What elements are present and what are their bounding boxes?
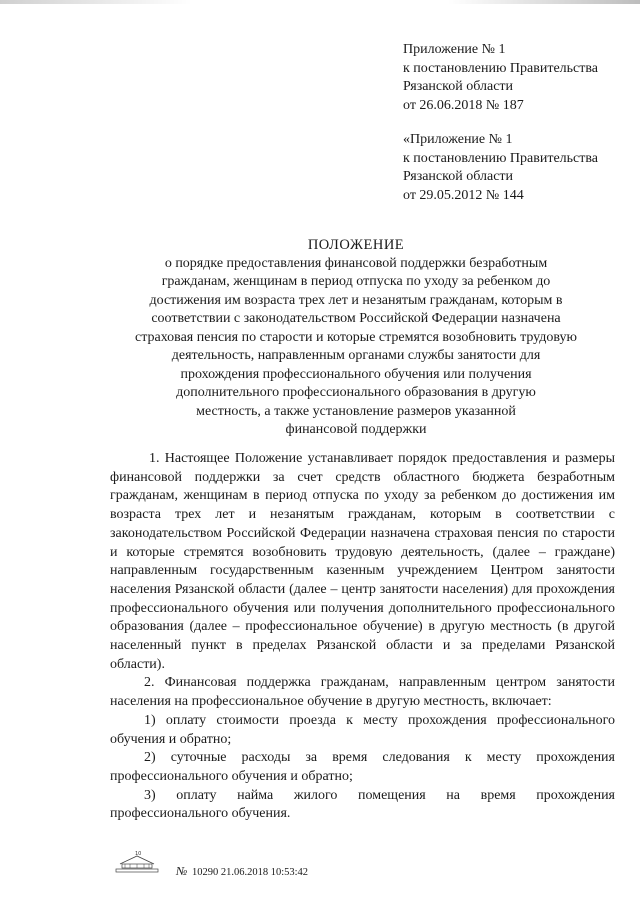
document-title bbox=[100, 236, 612, 440]
seal-number: 10 bbox=[135, 851, 142, 857]
appendix-line: Приложение № 1 bbox=[403, 42, 506, 57]
registry-seal-icon bbox=[110, 848, 164, 874]
title-line: достижения им возраста трех лет и незанятым гражданам, которым в bbox=[149, 292, 563, 308]
paragraph-1: 1. Настоящее Положение устанавливает порядок предоставления и размеры финансовой поддержки за счет средств областного бюджета безработным гражданам, женщинам в период отпуска по уходу за ребенком до достижения им возраста трех лет и незанятым гражданам, которым в соответствии с законодательством Российской Федерации назначена страховая пенсия по старости и которые стремятся возобновить трудовую деятельность, (далее – граждане) направленным государственным казенным учреждением Центром занятости населения Рязанской области (далее – центр занятости населения) для прохождения профессионального обучения или получения дополнительного профессионального образования (далее – профессиональное обучение) в другую местность (в другой населенный пункт в пределах Рязанской области и за пределами Рязанской области). bbox=[110, 451, 615, 672]
appendix-line: от 29.05.2012 № 144 bbox=[403, 187, 524, 203]
paragraph-item-2: 2) суточные расходы за время следования к месту прохождения профессионального обучения и обратно; bbox=[110, 750, 615, 784]
title-line: местность, а также установление размеров указанной bbox=[196, 403, 516, 419]
registration-footer bbox=[110, 848, 410, 882]
registration-stamp bbox=[176, 864, 308, 879]
title-heading: ПОЛОЖЕНИЕ bbox=[307, 237, 405, 253]
doc-registration-info: 10290 21.06.2018 10:53:42 bbox=[191, 867, 309, 878]
appendix-line: Рязанской области bbox=[403, 169, 514, 184]
title-line: о порядке предоставления финансовой поддержки безработным bbox=[164, 255, 548, 271]
title-line: деятельность, направленным органами службы занятости для bbox=[171, 348, 541, 363]
title-line: страховая пенсия по старости и которые стремятся возобновить трудовую bbox=[134, 329, 578, 345]
paragraph-item-1: 1) оплату стоимости проезда к месту прохождения профессионального обучения и обратно; bbox=[110, 712, 615, 747]
title-line: прохождения профессионального обучения или получения bbox=[180, 366, 532, 382]
appendix-header-current bbox=[403, 41, 598, 115]
scan-edge-artifact bbox=[0, 0, 640, 4]
appendix-line: Рязанской области bbox=[403, 79, 514, 94]
paragraph-2: 2. Финансовая поддержка гражданам, направленным центром занятости населения на профессиональное обучение в другую местность, включает: bbox=[110, 675, 615, 710]
doc-number-sign: № bbox=[176, 864, 188, 878]
appendix-line: от 26.06.2018 № 187 bbox=[403, 97, 524, 113]
paragraph-item-3: 3) оплату найма жилого помещения на время прохождения профессионального обучения. bbox=[110, 787, 615, 822]
appendix-line: «Приложение № 1 bbox=[403, 132, 513, 147]
appendix-line: к постановлению Правительства bbox=[403, 150, 599, 166]
appendix-header-original bbox=[403, 131, 598, 205]
title-line: гражданам, женщинам в период отпуска по уходу за ребенком до bbox=[161, 274, 551, 289]
appendix-line: к постановлению Правительства bbox=[403, 60, 599, 76]
title-line: дополнительного профессионального образования в другую bbox=[176, 385, 536, 400]
document-body bbox=[110, 450, 615, 824]
title-line: финансовой поддержки bbox=[285, 422, 427, 437]
title-line: соответствии с законодательством Российской Федерации назначена bbox=[151, 311, 561, 326]
